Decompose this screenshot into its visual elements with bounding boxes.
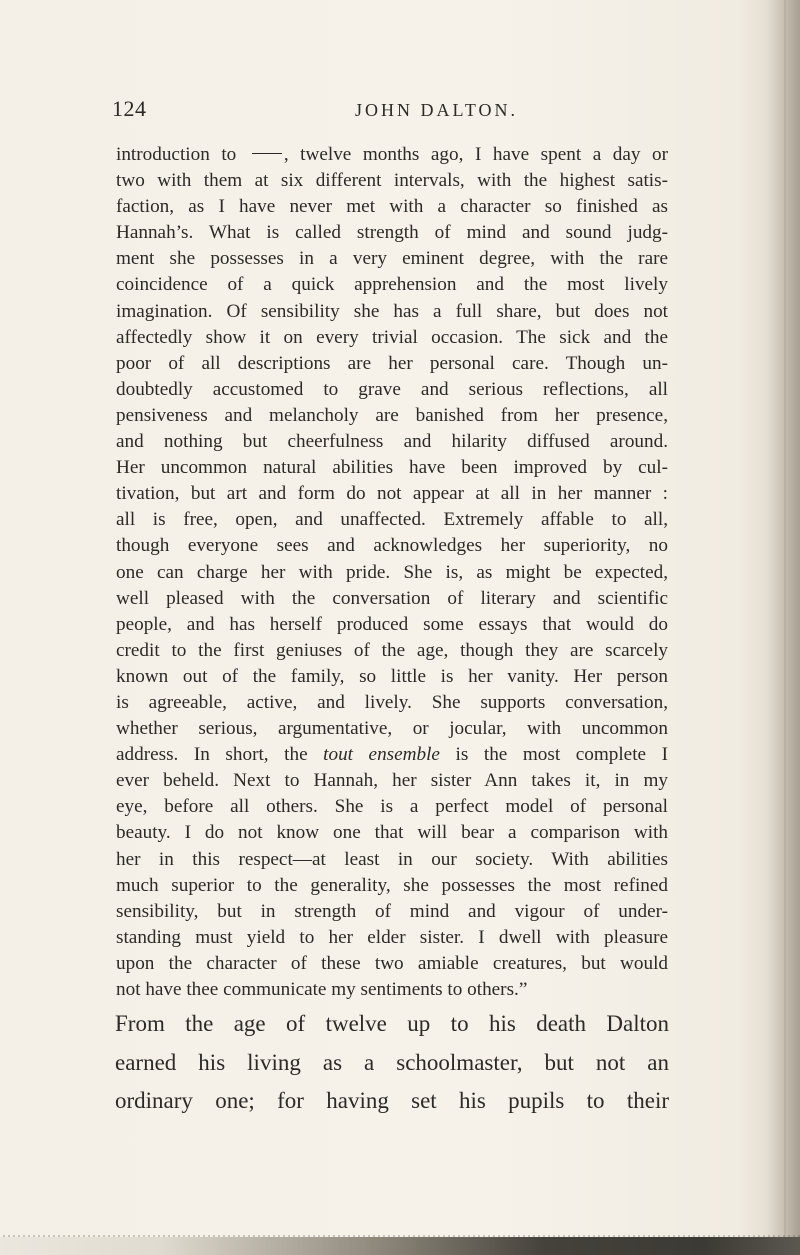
text-line: and nothing but cheerfulness and hilarity diffused around.	[116, 431, 668, 453]
text-line: well pleased with the conversation of literary and scientific	[116, 587, 668, 609]
text-line	[116, 142, 668, 168]
continuation-paragraph	[115, 1005, 669, 1121]
page-bottom-shadow	[0, 1237, 800, 1255]
text-line: earned his living as a schoolmaster, but not an	[115, 1049, 669, 1075]
text-line: though everyone sees and acknowledges her superiority, no	[116, 535, 668, 557]
text-line: two with them at six different intervals, with the highest satis-	[116, 170, 668, 192]
text-line: much superior to the generality, she possesses the most refined	[116, 874, 668, 896]
text-line: whether serious, argumentative, or jocular, with uncommon	[116, 718, 668, 740]
text-fragment: address. In short, the	[116, 744, 324, 766]
text-line: ordinary one; for having set his pupils to their	[115, 1088, 669, 1113]
text-line: affectedly show it on every trivial occasion. The sick and the	[116, 326, 668, 348]
text-line: all is free, open, and unaffected. Extremely affable to all,	[116, 509, 668, 531]
text-line: standing must yield to her elder sister. I dwell with pleasure	[116, 926, 668, 948]
text-line: tivation, but art and form do not appear at all in her manner :	[116, 483, 668, 505]
italic-phrase: tout ensemble	[323, 744, 440, 766]
page-number: 124	[112, 96, 147, 121]
text-line: credit to the first geniuses of the age, though they are scarcely	[116, 639, 668, 661]
text-line: poor of all descriptions are her personal care. Though un-	[116, 352, 668, 374]
quoted-letter-paragraph	[116, 142, 668, 1003]
text-line: faction, as I have never met with a character so finished as	[116, 196, 668, 218]
text-fragment: introduction to	[116, 144, 248, 165]
text-line: coincidence of a quick apprehension and the most lively	[116, 274, 668, 296]
text-line: upon the character of these two amiable creatures, but would	[116, 952, 668, 974]
text-line: eye, before all others. She is a perfect model of personal	[116, 796, 668, 818]
text-line: her in this respect—at least in our society. With abilities	[116, 848, 668, 870]
text-line: is agreeable, active, and lively. She supports conversation,	[116, 691, 668, 713]
text-fragment: , twelve months ago, I have spent a day or	[283, 144, 668, 165]
text-line: imagination. Of sensibility she has a full share, but does not	[116, 300, 668, 322]
text-line: beauty. I do not know one that will bear a comparison with	[116, 822, 668, 844]
text-line: not have thee communicate my sentiments to others.”	[116, 979, 528, 1000]
text-line	[116, 742, 668, 768]
text-fragment: is the most complete I	[439, 744, 668, 766]
text-line: sensibility, but in strength of mind and vigour of under-	[116, 900, 668, 922]
text-line: people, and has herself produced some essays that would do	[116, 613, 668, 635]
text-line: ment she possesses in a very eminent degree, with the rare	[116, 248, 668, 270]
text-line: pensiveness and melancholy are banished from her presence,	[116, 404, 668, 426]
em-dash-rule	[252, 153, 282, 154]
text-line: one can charge her with pride. She is, as might be expected,	[116, 561, 668, 583]
running-title: JOHN DALTON.	[355, 100, 519, 120]
page-edge-shadow	[766, 0, 800, 1255]
text-line: From the age of twelve up to his death Dalton	[115, 1011, 669, 1036]
text-line: Her uncommon natural abilities have been improved by cul-	[116, 457, 668, 479]
text-line: known out of the family, so little is her vanity. Her person	[116, 665, 668, 687]
text-line: Hannah’s. What is called strength of mind and sound judg-	[116, 222, 668, 244]
text-line: ever beheld. Next to Hannah, her sister Ann takes it, in my	[116, 770, 668, 792]
text-line: doubtedly accustomed to grave and serious reflections, all	[116, 378, 668, 400]
